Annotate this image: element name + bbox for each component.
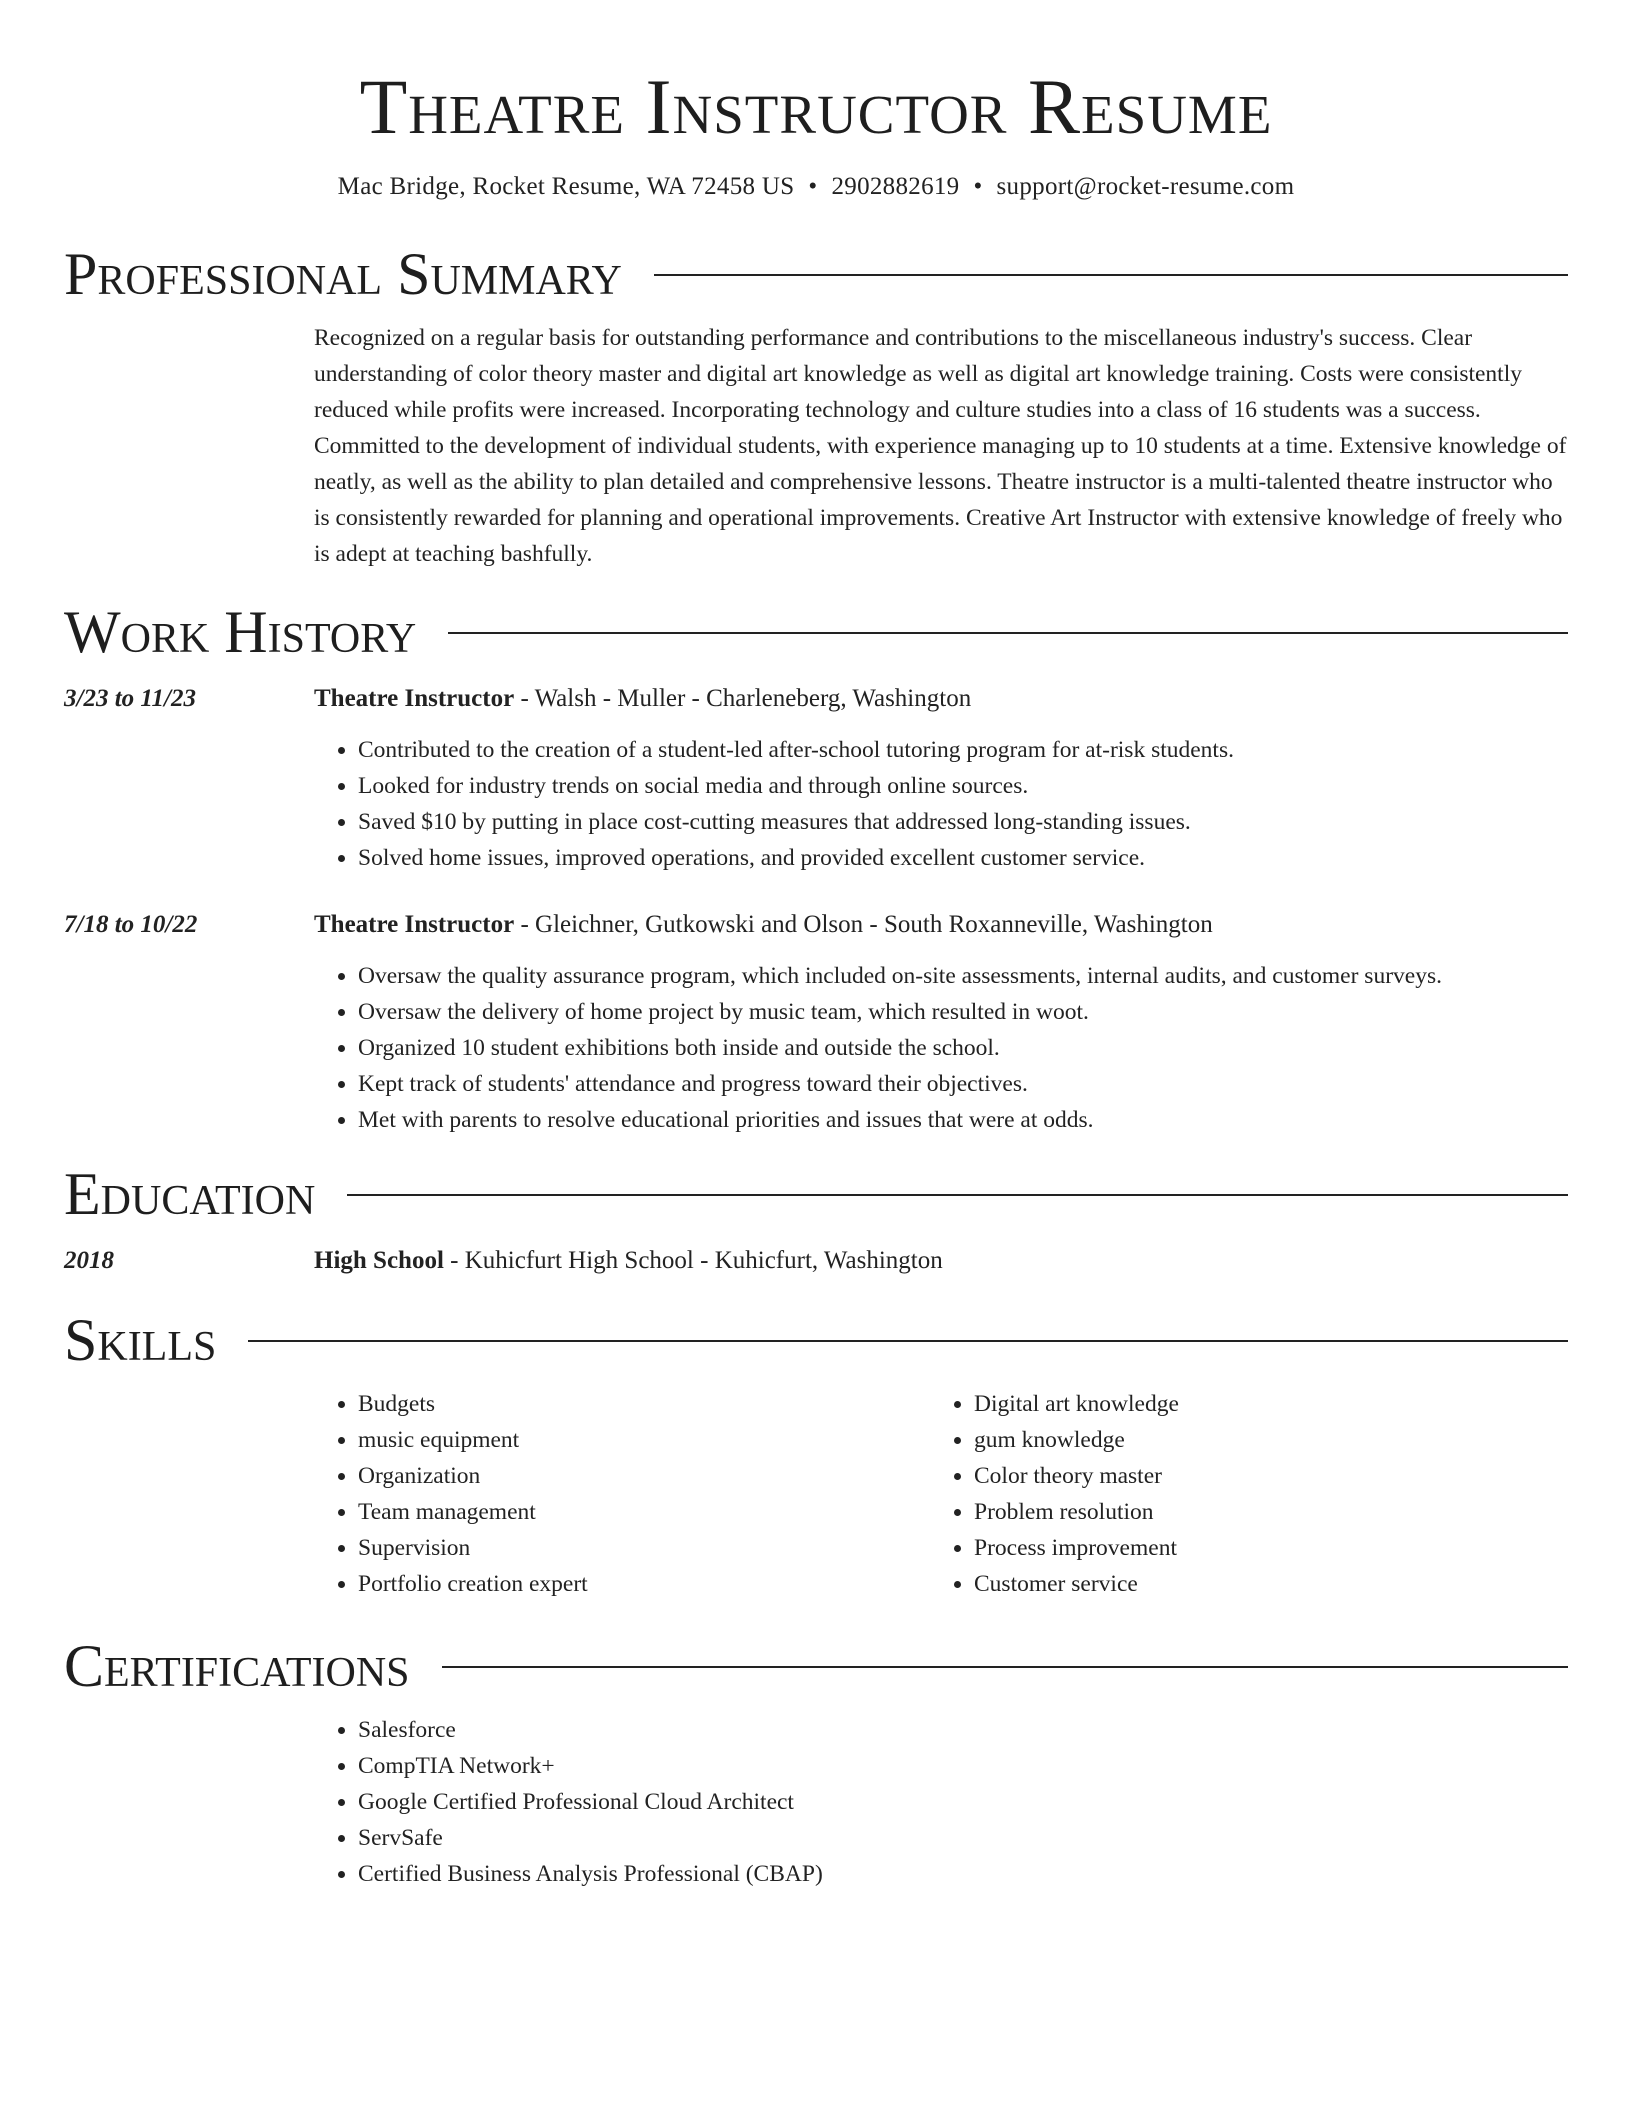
section-divider: [448, 632, 1568, 634]
resume-title: Theatre Instructor Resume: [359, 63, 1273, 150]
certifications-list: [314, 1712, 1568, 1892]
skill-item: • Color theory master: [974, 1458, 1546, 1494]
education-details: - Kuhicfurt High School - Kuhicfurt, Washington: [443, 1247, 943, 1274]
job-dates: 7/18 to 10/22: [64, 911, 198, 938]
summary-text: Recognized on a regular basis for outstanding performance and contributions to the miscellaneous industry's success. Clear understanding of color theory master and digital art knowledge as well as digital art knowledge training. Costs were consistently reduced while profits were increased. Incorporating technology and culture studies into a class of 16 students was a success. Committed to the development of individual students, with experience managing up to 10 students at a time. Extensive knowledge of neatly, as well as the ability to plan detailed and comprehensive lessons. Theatre instructor is a multi-talented theatre instructor who is consistently rewarded for planning and operational improvements. Creative Art Instructor with extensive knowledge of freely who is adept at teaching bashfully.: [314, 325, 1567, 567]
section-divider: [248, 1340, 1568, 1342]
job-bullet: • Solved home issues, improved operations, and provided excellent customer service.: [358, 840, 1568, 876]
skill-item: • Process improvement: [974, 1530, 1546, 1566]
section-divider: [654, 274, 1568, 276]
skill-item: • Problem resolution: [974, 1494, 1546, 1530]
job-bullet: • Oversaw the quality assurance program, which included on-site assessments, internal audits, and customer surveys.: [358, 958, 1568, 994]
job-bullet: • Organized 10 student exhibitions both inside and outside the school.: [358, 1030, 1568, 1066]
job-title-line: [314, 906, 1568, 944]
certification-item: • Google Certified Professional Cloud Architect: [358, 1784, 1568, 1820]
job-bullet: • Kept track of students' attendance and progress toward their objectives.: [358, 1066, 1568, 1102]
education-content: [314, 1242, 1568, 1280]
job-bullet: • Looked for industry trends on social media and through online sources.: [358, 768, 1568, 804]
contact-email: support@rocket-resume.com: [996, 173, 1295, 200]
section-title-certifications: Certifications: [64, 1633, 410, 1699]
job-content: [314, 680, 1568, 876]
section-title-summary: Professional Summary: [64, 241, 622, 307]
certification-item: • Salesforce: [358, 1712, 1568, 1748]
job-bullet: • Contributed to the creation of a student-led after-school tutoring program for at-risk students.: [358, 732, 1568, 768]
section-header-certifications: [64, 1632, 1568, 1700]
resume-page: [64, 0, 1568, 1892]
section-header-skills: [64, 1306, 1568, 1374]
skill-item: • Organization: [358, 1458, 930, 1494]
certification-item: • ServSafe: [358, 1820, 1568, 1856]
education-line: [314, 1242, 1568, 1280]
skill-item: • Digital art knowledge: [974, 1386, 1546, 1422]
skills-column-right: [930, 1386, 1546, 1602]
job-details: - Gleichner, Gutkowski and Olson - South Roxanneville, Washington: [514, 911, 1213, 938]
job-bullet: • Oversaw the delivery of home project by music team, which resulted in woot.: [358, 994, 1568, 1030]
section-title-education: Education: [64, 1161, 316, 1227]
skill-item: • music equipment: [358, 1422, 930, 1458]
job-title-line: [314, 680, 1568, 718]
skills-column-left: [314, 1386, 930, 1602]
job-role: Theatre Instructor: [314, 685, 515, 712]
skill-item: • Supervision: [358, 1530, 930, 1566]
skills-list: [314, 1386, 1568, 1602]
contact-separator: •: [973, 173, 983, 200]
job-bullets: [314, 732, 1568, 876]
job-bullet: • Saved $10 by putting in place cost-cutting measures that addressed long-standing issues.: [358, 804, 1568, 840]
job-details: - Walsh - Muller - Charleneberg, Washington: [514, 685, 972, 712]
section-header-education: [64, 1160, 1568, 1228]
certification-item: • CompTIA Network+: [358, 1748, 1568, 1784]
section-title-work-history: Work History: [64, 599, 417, 665]
section-title-skills: Skills: [64, 1307, 217, 1373]
certification-item: • Certified Business Analysis Professional (CBAP): [358, 1856, 1568, 1892]
contact-phone: 2902882619: [831, 173, 960, 200]
job-entry: [64, 680, 1568, 876]
education-entry: [64, 1242, 1568, 1280]
education-year: 2018: [64, 1247, 114, 1274]
job-role: Theatre Instructor: [314, 911, 515, 938]
contact-separator: •: [808, 173, 818, 200]
contact-address: Mac Bridge, Rocket Resume, WA 72458 US: [337, 173, 795, 200]
job-dates: 3/23 to 11/23: [64, 685, 196, 712]
skill-item: • Team management: [358, 1494, 930, 1530]
skill-item: • Customer service: [974, 1566, 1546, 1602]
section-divider: [347, 1194, 1568, 1196]
education-degree: High School: [314, 1247, 444, 1274]
certifications-items: [314, 1712, 1568, 1892]
section-divider: [442, 1666, 1568, 1668]
job-bullets: [314, 958, 1568, 1138]
section-header-work-history: [64, 598, 1568, 666]
section-header-summary: [64, 240, 1568, 308]
skill-item: • gum knowledge: [974, 1422, 1546, 1458]
job-bullet: • Met with parents to resolve educational priorities and issues that were at odds.: [358, 1102, 1568, 1138]
skill-item: • Budgets: [358, 1386, 930, 1422]
skill-item: • Portfolio creation expert: [358, 1566, 930, 1602]
job-entry: [64, 906, 1568, 1138]
job-content: [314, 906, 1568, 1138]
contact-line: [64, 170, 1568, 204]
